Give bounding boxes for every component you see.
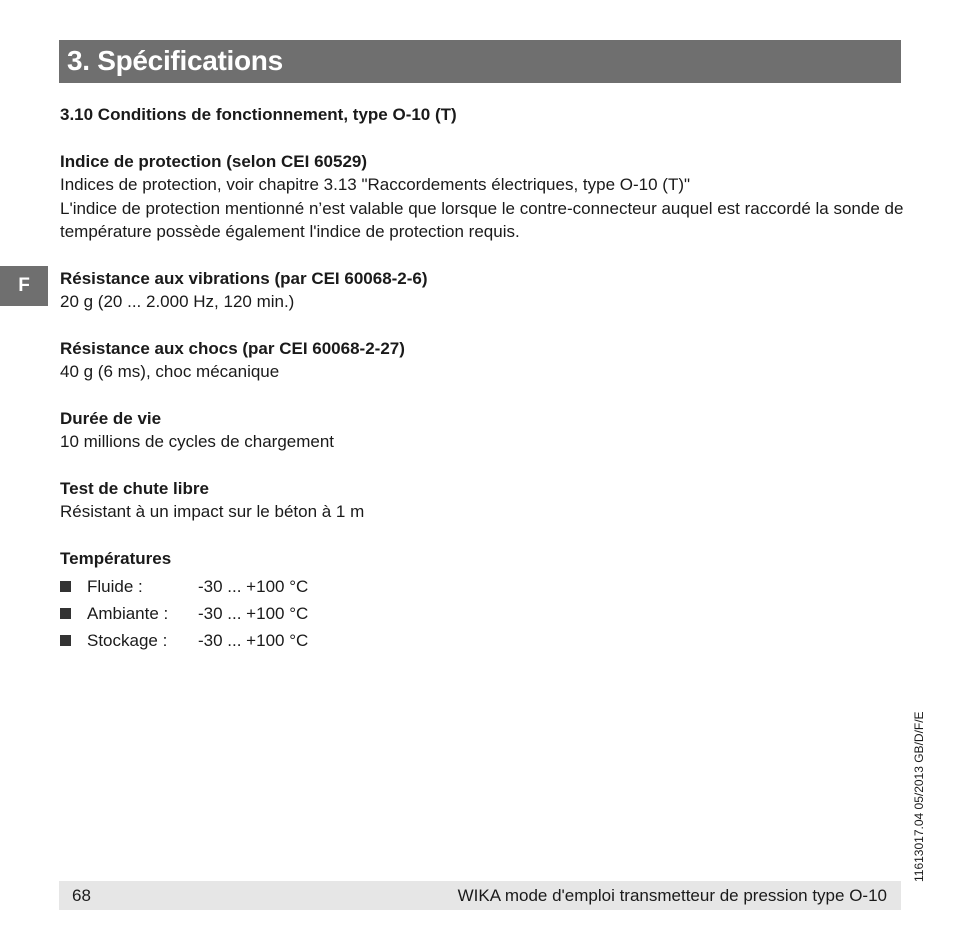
page-title: 3. Spécifications [67, 45, 283, 76]
page-number: 68 [72, 886, 91, 905]
protection-line-1: Indices de protection, voir chapitre 3.13 "Raccordements électriques, type O-10 (T)" [60, 175, 691, 194]
vibration-block [60, 267, 905, 314]
temperatures-heading: Températures [60, 548, 172, 568]
document-code: 11613017.04 05/2013 GB/D/F/E [912, 711, 926, 882]
main-content [60, 103, 905, 654]
drop-test-heading: Test de chute libre [60, 478, 209, 498]
shock-block [60, 337, 905, 384]
section-title: 3.10 Conditions de fonctionnement, type O-10 (T) [60, 105, 457, 124]
vibration-heading: Résistance aux vibrations (par CEI 60068-2-6) [60, 268, 428, 288]
square-bullet-icon [60, 608, 71, 619]
list-item [60, 600, 905, 627]
protection-heading: Indice de protection (selon CEI 60529) [60, 151, 368, 171]
temperature-value: -30 ... +100 °C [198, 603, 309, 623]
drop-test-text: Résistant à un impact sur le béton à 1 m [60, 502, 365, 521]
temperatures-block [60, 547, 905, 655]
footer-bar [59, 881, 901, 910]
temperature-label: Ambiante : [87, 603, 169, 623]
shock-text: 40 g (6 ms), choc mécanique [60, 362, 280, 381]
temperature-value: -30 ... +100 °C [198, 576, 309, 596]
shock-heading: Résistance aux chocs (par CEI 60068-2-27) [60, 338, 405, 358]
lifetime-block [60, 407, 905, 454]
footer-document-title: WIKA mode d'emploi transmetteur de pression type O-10 [457, 886, 887, 905]
language-tab: F [0, 266, 48, 306]
list-item [60, 573, 905, 600]
temperature-label: Stockage : [87, 630, 168, 650]
temperature-value: -30 ... +100 °C [198, 630, 309, 650]
square-bullet-icon [60, 581, 71, 592]
square-bullet-icon [60, 635, 71, 646]
header-bar [59, 40, 901, 83]
lifetime-text: 10 millions de cycles de chargement [60, 432, 335, 451]
list-item [60, 627, 905, 654]
temperature-label: Fluide : [87, 576, 143, 596]
temperatures-list [60, 573, 905, 654]
drop-test-block [60, 477, 905, 524]
lifetime-heading: Durée de vie [60, 408, 162, 428]
vibration-text: 20 g (20 ... 2.000 Hz, 120 min.) [60, 292, 295, 311]
protection-line-2: L'indice de protection mentionné n’est valable que lorsque le contre-connecteur auquel est raccordé la sonde de température possède également l'indice de protection requis. [60, 198, 904, 241]
protection-block [60, 150, 905, 244]
